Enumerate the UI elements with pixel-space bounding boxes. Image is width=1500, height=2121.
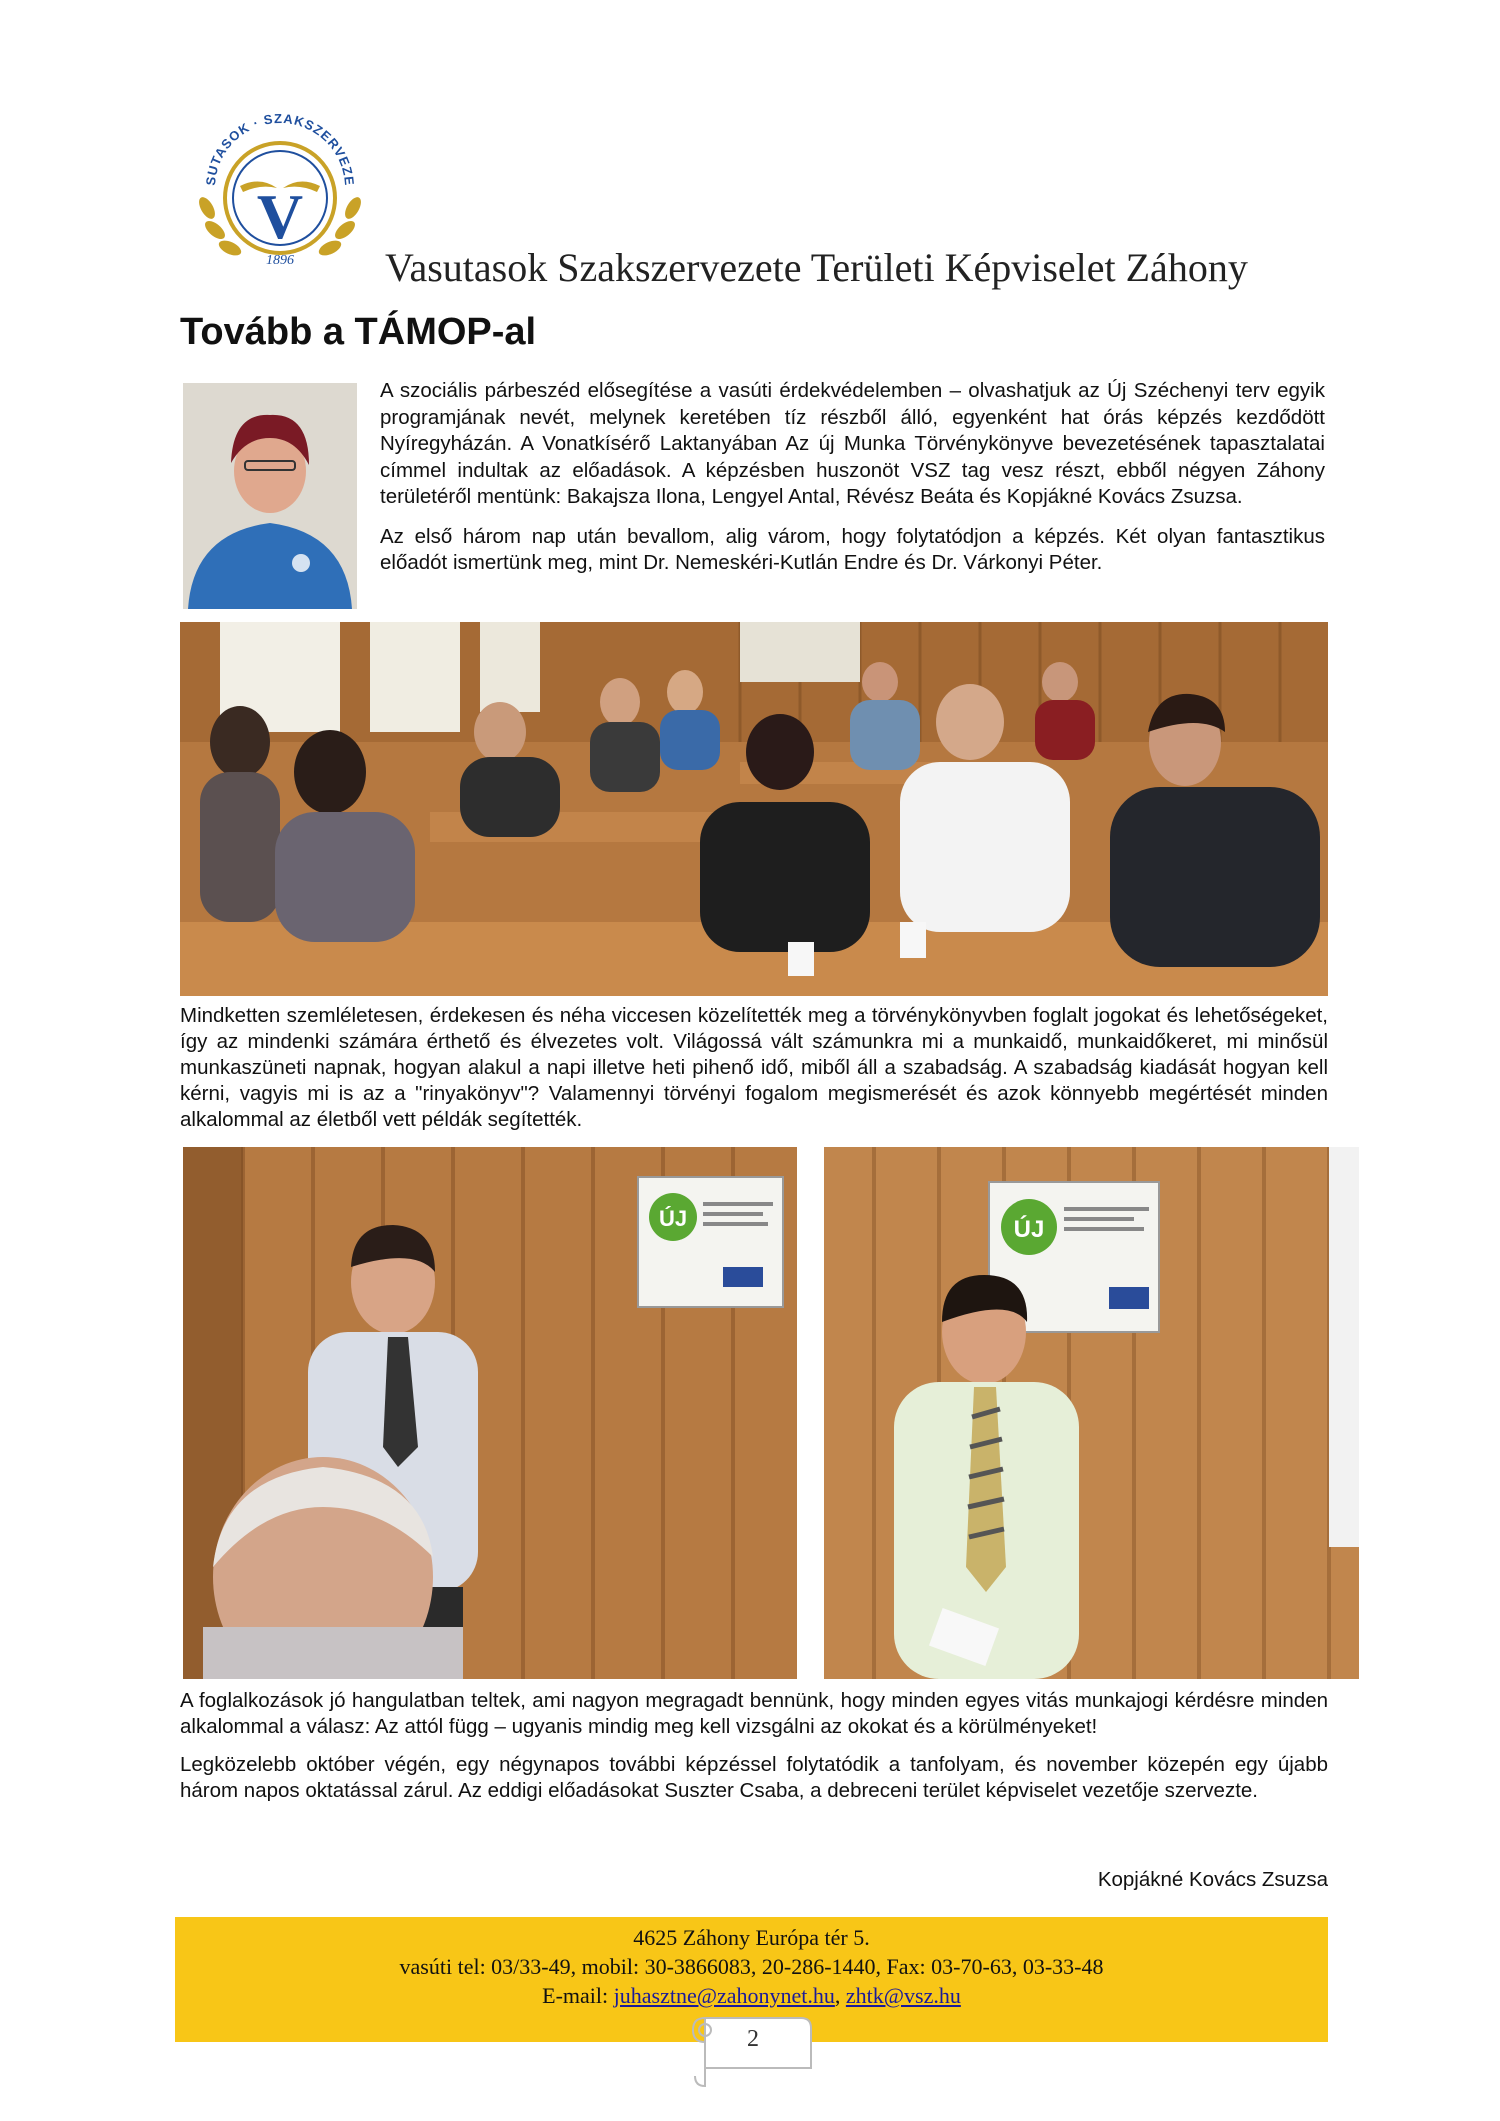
org-title: Vasutasok Szakszervezete Területi Képviselet Záhony xyxy=(385,245,1248,290)
poster-logo-text-left: ÚJ xyxy=(658,1206,688,1231)
footer-address: 4625 Záhony Európa tér 5. xyxy=(633,1925,870,1950)
footer-email-separator: , xyxy=(834,1983,841,2008)
middle-text xyxy=(180,1003,1328,1133)
footer-email-label: E-mail: xyxy=(542,1983,609,2008)
union-emblem-icon xyxy=(185,88,375,278)
classroom-photo xyxy=(180,622,1328,996)
article-author: Kopjákné Kovács Zsuzsa xyxy=(1097,1868,1328,1891)
email-link-zhtk[interactable]: zhtk@vsz.hu xyxy=(845,1983,961,2008)
logo-letter: V xyxy=(256,181,304,252)
footer-phones: vasúti tel: 03/33-49, mobil: 30-3866083, 20-286-1440, Fax: 03-70-63, 03-33-48 xyxy=(399,1954,1104,1979)
lecturer-photo-left xyxy=(183,1147,797,1679)
intro-paragraph-1: A szociális párbeszéd elősegítése a vasúti érdekvédelemben – olvashatjuk az Új Széchenyi terv egyik programjának nevét, melynek keretében tíz részből álló, egyenként hat órás képzés kezdődött Nyíregyházán. A Vonatkísérő Laktanyában Az új Munka Törvénykönyve bevezetésének tapasztalatai címmel indultak az előadások. A képzésben huszonöt VSZ tag vesz részt, ebből négyen Záhony területéről mentünk: Bakajsza Ilona, Lengyel Antal, Révész Beáta és Kopjákné Kovács Zsuzsa. xyxy=(380,379,1325,508)
page-number: 2 xyxy=(747,2026,759,2052)
closing-paragraph-1: A foglalkozások jó hangulatban teltek, ami nagyon megragadt bennünk, hogy minden egyes vitás munkajogi kérdésre minden alkalommal a válasz: Az attól függ – ugyanis mindig meg kell vizsgálni az okokat és a körülményeket! xyxy=(180,1689,1328,1738)
middle-paragraph: Mindketten szemléletesen, érdekesen és néha viccesen közelítették meg a törvénykönyvben foglalt jogokat és lehetőségeket, így az mindenki számára érthető és élvezetes volt. Világossá vált számunkra mi a munkaidő, munkaidőkeret, mi minősül munkaszüneti napnak, hogyan alakul a napi illetve heti pihenő idő, miből áll a szabadság. A szabadság kiadását hogyan kell kérni, vagyis mi is az a "rinyakönyv"? Valamennyi törvényi fogalom megismerését és azok könnyebb megértését minden alkalommal az életből vett példák segítették. xyxy=(180,1004,1328,1131)
logo-arc-text: SUTASOK · SZAKSZERVEZE xyxy=(202,110,358,187)
union-logo xyxy=(185,88,375,278)
author-portrait-photo xyxy=(183,383,357,609)
logo-year: 1896 xyxy=(266,253,294,268)
closing-paragraph-2: Legközelebb október végén, egy négynapos további képzéssel folytatódik a tanfolyam, és november közepén egy újabb három napos oktatással zárul. Az eddigi előadásokat Suszter Csaba, a debreceni terület képviselet vezetője szervezte. xyxy=(180,1753,1328,1802)
lecturer-photo-right xyxy=(824,1147,1359,1679)
article-title: Tovább a TÁMOP-al xyxy=(180,311,537,353)
footer-email-line xyxy=(175,1981,1328,2010)
page-number-scroll xyxy=(683,2008,823,2088)
email-link-juhasztne[interactable]: juhasztne@zahonynet.hu xyxy=(613,1983,835,2008)
intro-text xyxy=(380,378,1325,590)
closing-text xyxy=(180,1688,1328,1816)
poster-logo-text-right: ÚJ xyxy=(1013,1216,1045,1243)
intro-paragraph-2: Az első három nap után bevallom, alig várom, hogy folytatódjon a képzés. Két olyan fantasztikus előadót ismertünk meg, mint Dr. Nemeskéri-Kutlán Endre és Dr. Várkonyi Péter. xyxy=(380,524,1325,574)
